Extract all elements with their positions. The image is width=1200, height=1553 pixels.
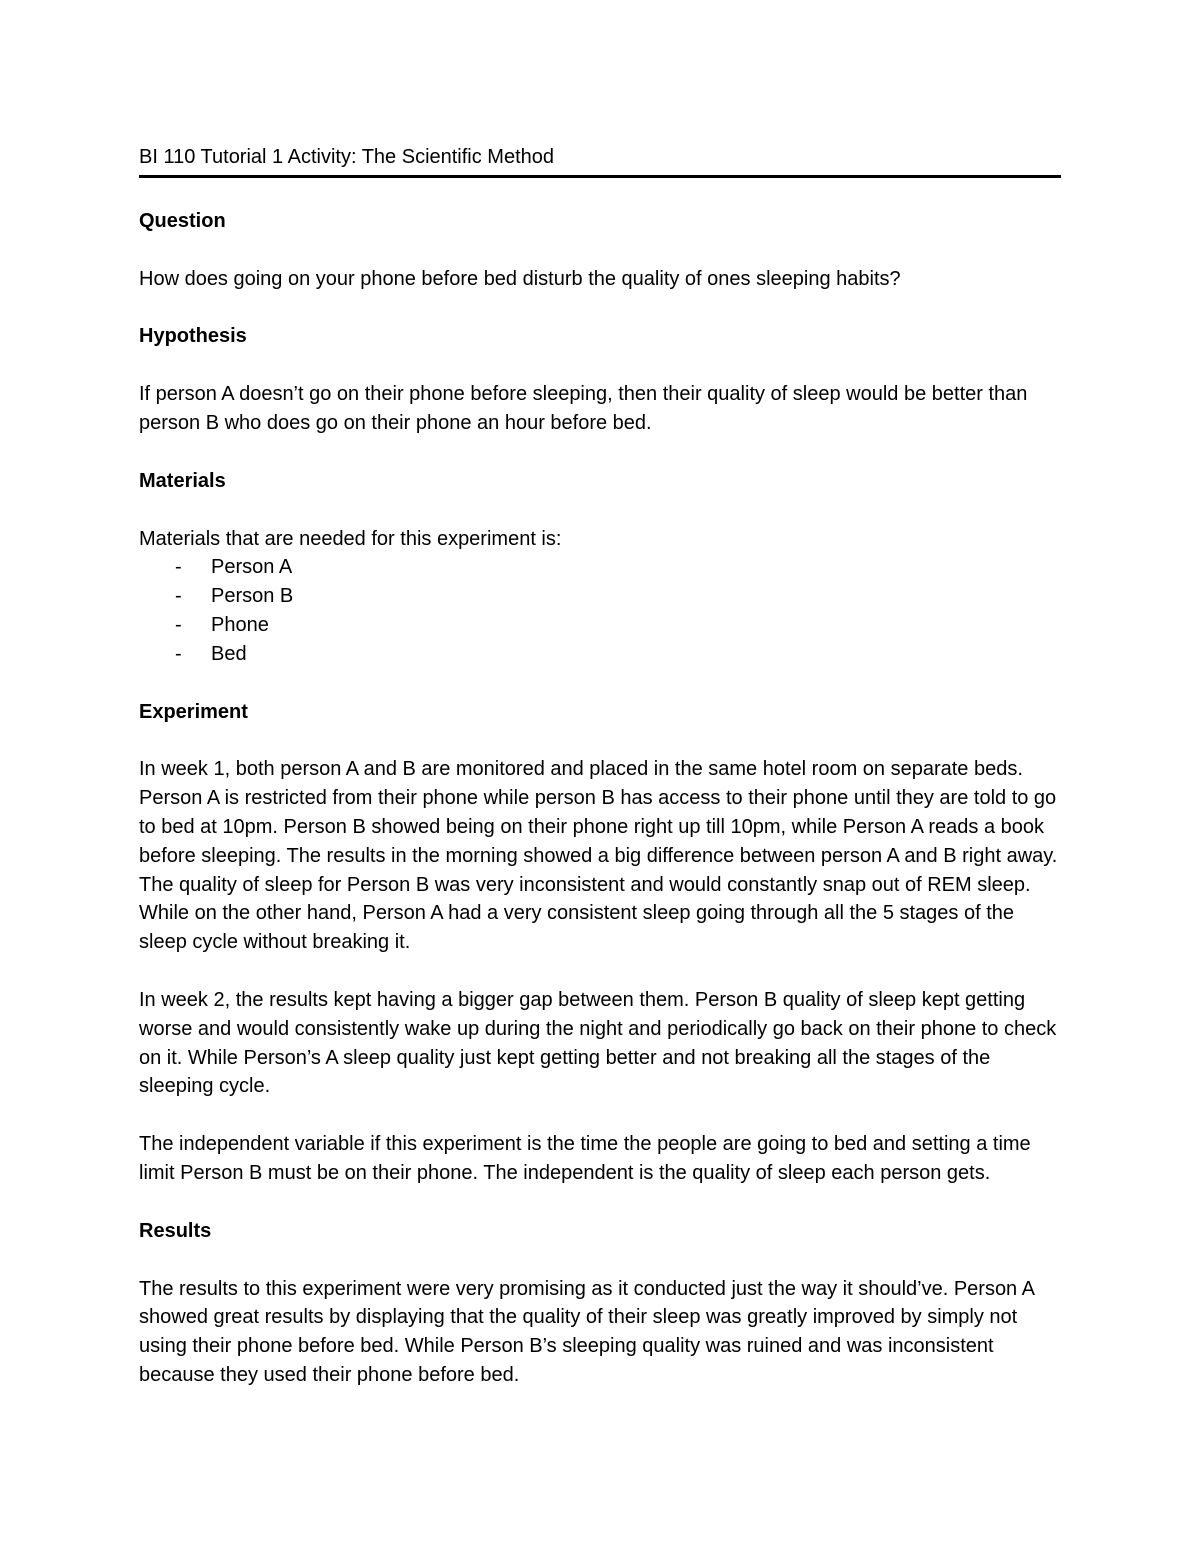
list-item: [139, 640, 1061, 669]
question-text: How does going on your phone before bed disturb the quality of ones sleeping habits?: [139, 267, 901, 290]
experiment-paragraph-1: In week 1, both person A and B are monitored and placed in the same hotel room on separate beds. Person A is restricted from their phone while person B has access to their phone until they are told to go to bed at 10pm. Person B showed being on their phone right up till 10pm, while Person A reads a book before sleeping. The results in the morning showed a big difference between person A and B right away. The quality of sleep for Person B was very inconsistent and would constantly snap out of REM sleep. While on the other hand, Person A had a very consistent sleep going through all the 5 stages of the sleep cycle without breaking it.: [139, 758, 1058, 954]
document-title: BI 110 Tutorial 1 Activity: The Scientific Method: [139, 143, 1061, 178]
document-body: [139, 143, 1061, 1390]
materials-heading: Materials: [139, 469, 226, 492]
list-item-text: Bed: [211, 642, 247, 665]
list-item-text: Phone: [211, 613, 269, 636]
experiment-paragraph-3: The independent variable if this experiment is the time the people are going to bed and setting a time limit Person B must be on their phone. The independent is the quality of sleep each person gets.: [139, 1133, 1031, 1184]
results-text: The results to this experiment were very promising as it conducted just the way it should’ve. Person A showed great results by displaying that the quality of their sleep was greatly improved by simply not using their phone before bed. While Person B’s sleeping quality was ruined and was inconsistent because they used their phone before bed.: [139, 1277, 1034, 1386]
list-item: [139, 553, 1061, 582]
list-bullet: -: [175, 613, 182, 636]
list-bullet: -: [175, 556, 182, 579]
list-item-text: Person B: [211, 585, 294, 608]
list-bullet: -: [175, 585, 182, 608]
results-heading: Results: [139, 1219, 212, 1242]
list-item: [139, 611, 1061, 640]
materials-intro: Materials that are needed for this experiment is:: [139, 527, 562, 550]
experiment-heading: Experiment: [139, 700, 248, 723]
hypothesis-text: If person A doesn’t go on their phone before sleeping, then their quality of sleep would be better than person B who does go on their phone an hour before bed.: [139, 383, 1028, 434]
question-heading: Question: [139, 209, 226, 232]
materials-list: [139, 553, 1061, 668]
experiment-paragraph-2: In week 2, the results kept having a bigger gap between them. Person B quality of sleep kept getting worse and would consistently wake up during the night and periodically go back on their phone to check on it. While Person’s A sleep quality just kept getting better and not breaking all the stages of the sleeping cycle.: [139, 988, 1057, 1098]
list-item: [139, 582, 1061, 611]
list-item-text: Person A: [211, 556, 293, 579]
hypothesis-heading: Hypothesis: [139, 325, 247, 348]
list-bullet: -: [175, 642, 182, 665]
